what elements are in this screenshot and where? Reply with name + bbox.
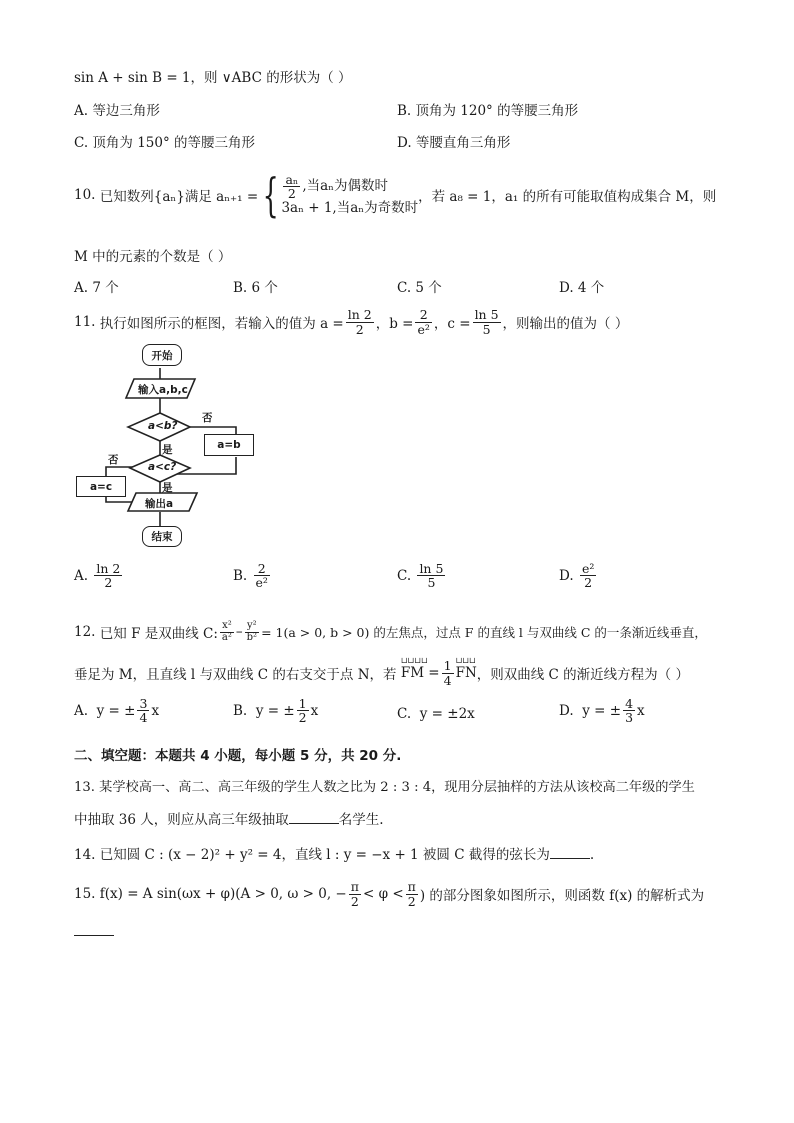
left-brace-icon: {: [262, 168, 279, 222]
q12-x-frac: $\frac{\text{x²}}{\text{a²}}$: [221, 620, 232, 643]
q11-c-label: ，c =: [433, 316, 471, 332]
flowchart: [70, 340, 270, 555]
q14-answer-blank[interactable]: [550, 858, 590, 859]
q10-option-d: D. 4 个: [559, 280, 605, 296]
flow-output-label: 输出a: [145, 498, 174, 510]
q11-stem: [74, 302, 628, 342]
q10-number: 10.: [74, 187, 96, 203]
flow-cond1-label: a<b?: [148, 420, 178, 432]
vector-fn: ⊔⊔⊔ FN: [455, 656, 477, 681]
q12-stem: 12. 已知 F 是双曲线 C: $\frac{\text{x²}}{\text{a²}}$ – $\frac{\text{y²}}{\text{b²}}$ = 1(a > 0, b > 0) 的左焦点，过点 F 的直线 l 与双曲线 C 的一条渐近线垂直，: [74, 620, 707, 643]
q15-answer-blank[interactable]: [74, 935, 114, 936]
q12-option-d: D. y = ± $\frac{4}{3}$ x: [559, 696, 645, 726]
q10-line2: M 中的元素的个数是（ ）: [74, 249, 232, 265]
q10-suffix: ，若 a₈ = 1，a₁ 的所有可能取值构成集合 M，则: [418, 189, 717, 205]
q12-number: 12.: [74, 624, 96, 640]
q11-suffix: ，则输出的值为（ ）: [502, 316, 629, 332]
q13-answer-blank[interactable]: [289, 823, 339, 824]
flow-end: 结束: [142, 526, 182, 547]
q10-option-c: C. 5 个: [397, 280, 442, 296]
flow-input-label: 输入a,b,c: [138, 384, 188, 396]
q10-option-b: B. 6 个: [233, 280, 278, 296]
q11-number: 11.: [74, 314, 96, 330]
section-2-heading: 二、填空题：本题共 4 小题，每小题 5 分，共 20 分.: [74, 748, 402, 764]
q9-stem-tail: sin A + sin B = 1，则 ∨ABC 的形状为（ ）: [74, 70, 352, 86]
q10-cases: $\frac{\text{aₙ}}{2}$ ,当aₙ为偶数时 3aₙ + 1,当aₙ为奇数时: [281, 171, 419, 217]
flow-assign1: a=b: [204, 434, 254, 456]
flow-start: 开始: [142, 344, 182, 366]
q12-k-frac: $\frac{1}{4}$: [443, 658, 452, 688]
q13-line2: 中抽取 36 人，则应从高三年级抽取 名学生.: [74, 812, 384, 828]
flow-no2-label: 否: [108, 454, 119, 466]
q10-case1-frac: $\frac{\text{aₙ}}{2}$: [285, 171, 299, 202]
q12-line2: [74, 654, 689, 692]
q11-option-b: B. $\frac{2}{\text{e²}}$: [233, 561, 268, 591]
q12-cond: = 1(a > 0, b > 0) 的左焦点，过点 F 的直线 l 与双曲线 C 的一条渐近线垂直，: [261, 625, 707, 640]
q11-c-frac: $\frac{\ln 5}{5}$: [474, 307, 499, 337]
q11-option-c: C. $\frac{\ln 5}{5}$: [397, 561, 444, 591]
q9-option-c: C. 顶角为 150° 的等腰三角形: [74, 135, 256, 151]
q9-option-b: B. 顶角为 120° 的等腰三角形: [397, 103, 579, 119]
q10-stem: [74, 163, 716, 227]
q10-prefix: 已知数列{aₙ}满足 aₙ₊₁ =: [99, 189, 259, 205]
q15-stem: 15. f(x) = A sin(ωx + φ)(A > 0, ω > 0, − $\frac{\pi}{2}$ < φ < $\frac{\pi}{2}$ ) 的部分图象如图所示，则函数 f(x) 的解析式为: [74, 879, 705, 909]
flow-cond2-label: a<c?: [148, 461, 177, 473]
q14-stem: 14. 已知圆 C : (x − 2)² + y² = 4，直线 l : y = −x + 1 被圆 C 截得的弦长为 .: [74, 847, 595, 863]
q10-option-a: A. 7 个: [74, 280, 119, 296]
q11-b-label: ，b =: [375, 316, 414, 332]
q11-prefix: 执行如图所示的框图，若输入的值为 a =: [99, 316, 344, 332]
q12-line2-a: 垂足为 M，且直线 l 与双曲线 C 的右支交于点 N，若: [74, 667, 397, 683]
q12-option-c: C. y = ±2x: [397, 706, 475, 722]
q13-line1: 13. 某学校高一、高二、高三年级的学生人数之比为 2 : 3 : 4，现用分层抽样的方法从该校高二年级的学生: [74, 780, 695, 795]
vector-fm: ⊔⊔⊔⊔ FM =: [400, 656, 440, 681]
q11-b-frac: $\frac{2}{\text{e²}}$: [417, 307, 430, 337]
q9-option-a: A. 等边三角形: [74, 103, 160, 119]
q12-option-b: B. y = ± $\frac{1}{2}$ x: [233, 696, 319, 726]
q12-option-a: A. y = ± $\frac{3}{4}$ x: [74, 696, 160, 726]
flow-yes1-label: 是: [162, 444, 173, 456]
q12-prefix: 已知 F 是双曲线 C:: [99, 626, 218, 642]
flow-no1-label: 否: [202, 412, 213, 424]
q12-y-frac: $\frac{\text{y²}}{\text{b²}}$: [246, 620, 258, 643]
flow-yes2-label: 是: [162, 482, 173, 494]
q11-option-a: A. $\frac{\ln 2}{2}$: [74, 561, 121, 591]
q11-option-d: D. $\frac{\text{e²}}{2}$: [559, 561, 595, 591]
q12-line2-b: ，则双曲线 C 的渐近线方程为（ ）: [476, 667, 689, 683]
q11-a-frac: $\frac{\ln 2}{2}$: [347, 307, 372, 337]
q9-option-d: D. 等腰直角三角形: [397, 135, 511, 151]
flow-assign2: a=c: [76, 476, 126, 497]
